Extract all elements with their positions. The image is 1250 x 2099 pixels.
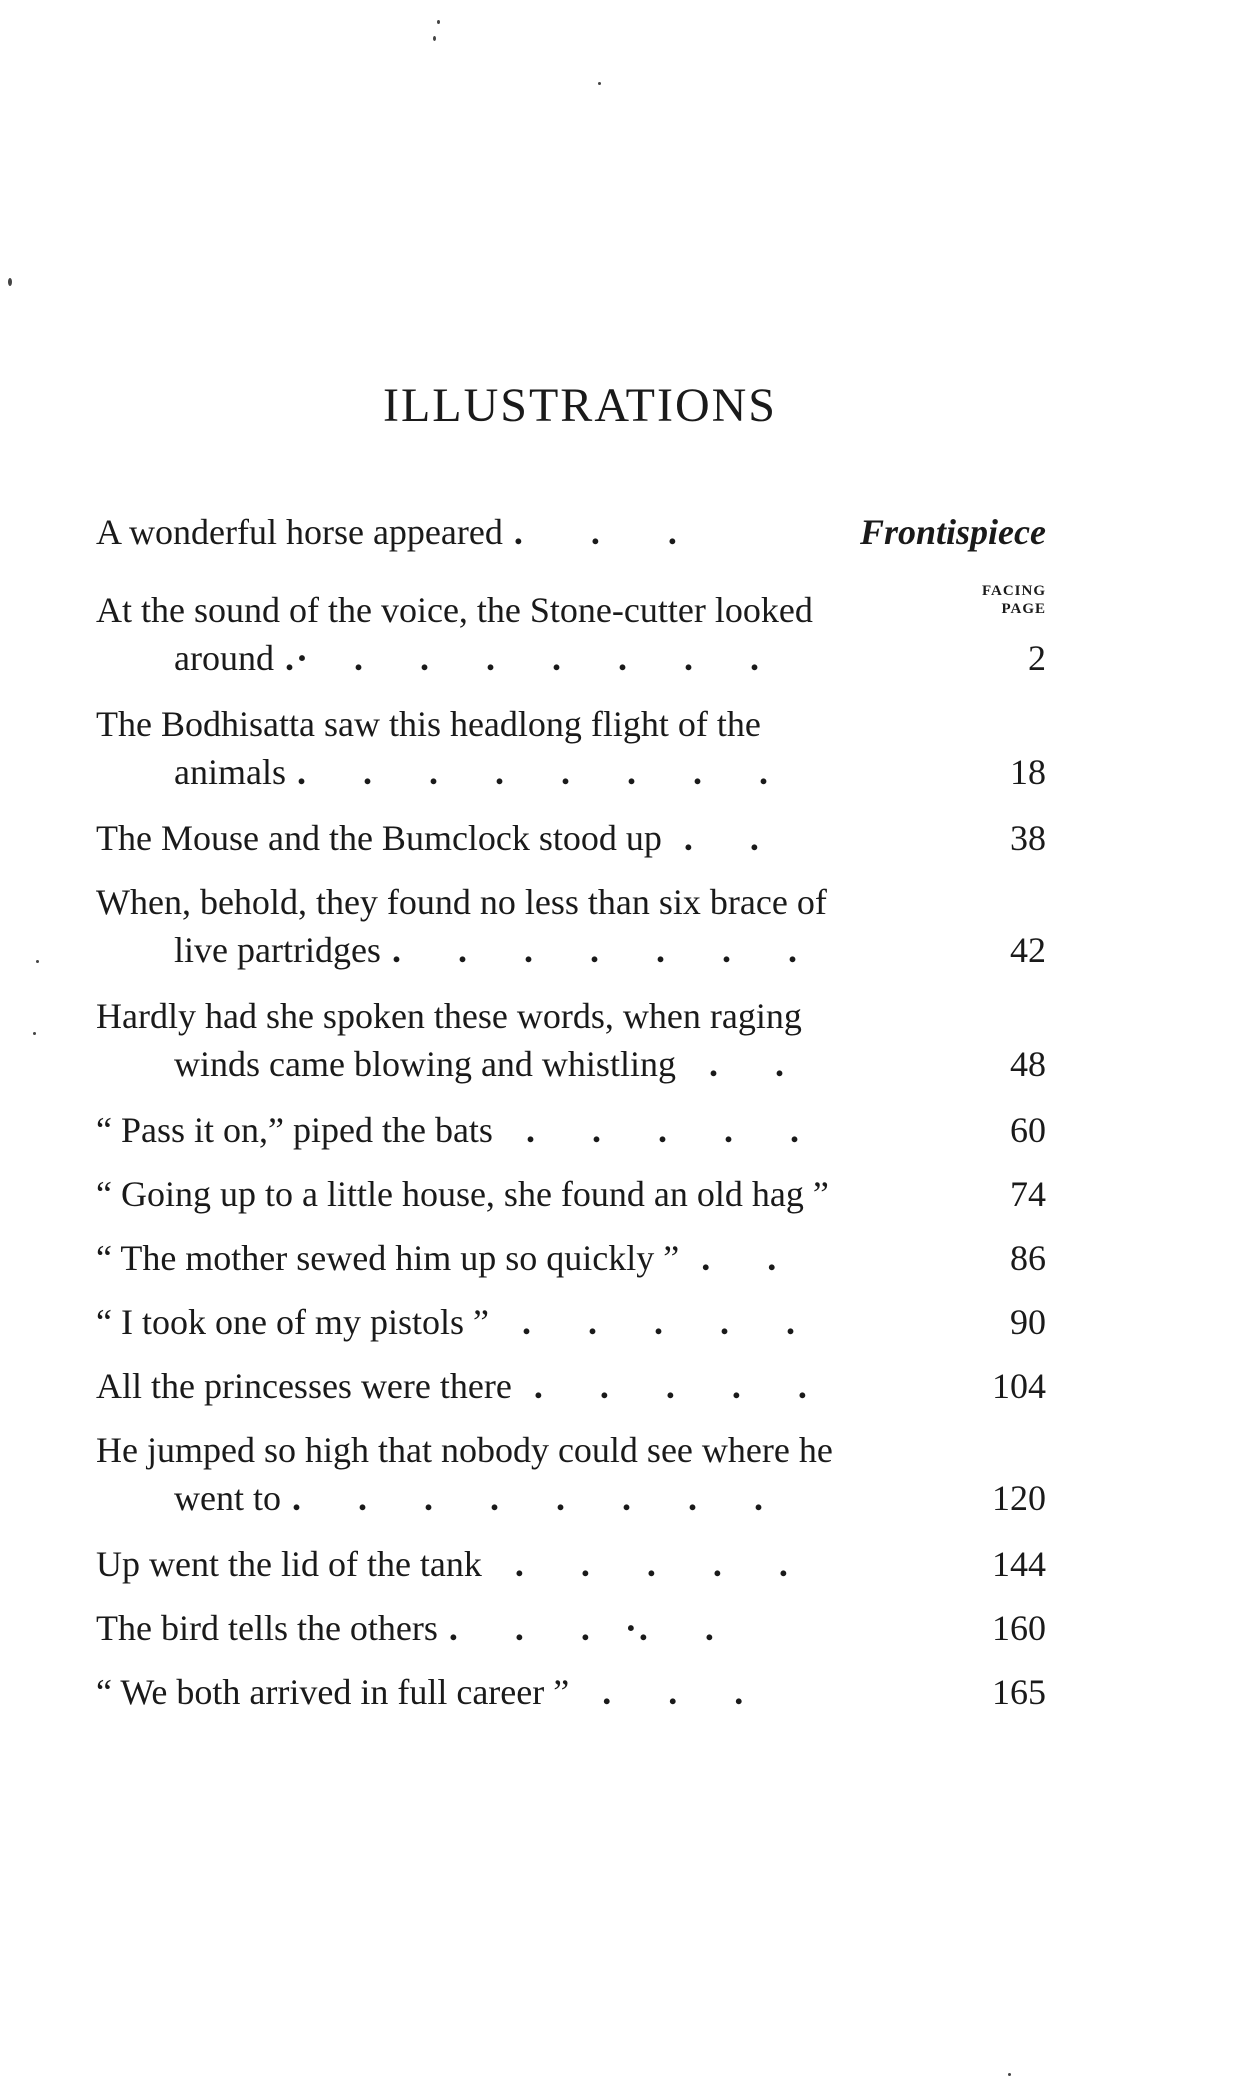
- page-title: ILLUSTRATIONS: [383, 379, 777, 432]
- caption-line-1: “ We both arrived in full career ”: [96, 1672, 570, 1712]
- illustrations-list: [96, 508, 1046, 1732]
- list-item-caption: [96, 992, 936, 1088]
- list-item: [96, 814, 1046, 862]
- list-item-caption: [96, 1540, 936, 1588]
- facing-label-line1: FACING: [981, 583, 1046, 599]
- caption-line-2-text: winds came blowing and whistling: [174, 1044, 676, 1084]
- list-item-frontispiece: [96, 508, 1046, 556]
- caption-line-1: “ The mother sewed him up so quickly ”: [96, 1238, 680, 1278]
- caption-line-1: At the sound of the voice, the Stone-cutter looked: [96, 590, 813, 630]
- list-item: [96, 1604, 1046, 1652]
- scan-speck: [598, 82, 601, 85]
- page-number: 165: [992, 1672, 1046, 1712]
- caption-line-1: The bird tells the others: [96, 1608, 438, 1648]
- caption-line-1: “ I took one of my pistols ”: [96, 1302, 489, 1342]
- dot-leader: . . . . . . . .: [285, 752, 770, 792]
- list-item-caption: [96, 1298, 936, 1346]
- list-item-caption: [96, 508, 860, 556]
- page-number: 74: [1010, 1174, 1046, 1214]
- scan-speck: [8, 278, 12, 286]
- caption-line-2-text: went to: [174, 1478, 281, 1518]
- scan-speck: [433, 36, 436, 41]
- list-item: [96, 1106, 1046, 1154]
- caption-line-1: When, behold, they found no less than six brace of: [96, 882, 827, 922]
- page-number: 2: [1028, 638, 1046, 678]
- caption-line-2: [96, 1474, 936, 1522]
- list-item-caption: [96, 1170, 936, 1218]
- dot-leader: .· . . . . . . .: [273, 638, 761, 678]
- list-item-caption: [96, 878, 936, 974]
- caption-line-2-text: live partridges: [174, 930, 381, 970]
- scan-speck: [437, 20, 440, 24]
- caption-line-1: The Bodhisatta saw this headlong flight of the: [96, 704, 761, 744]
- scan-speck: [33, 1032, 36, 1035]
- page-number: 38: [1010, 818, 1046, 858]
- list-item: [96, 992, 1046, 1088]
- dot-leader: . . . . . . . .: [280, 1478, 765, 1518]
- list-item-caption: [96, 1362, 936, 1410]
- caption-line-2: [96, 1040, 936, 1088]
- dot-leader: . .: [661, 818, 761, 858]
- caption-line-2-text: animals: [174, 752, 286, 792]
- page-number: 120: [992, 1478, 1046, 1518]
- caption-line-1: Up went the lid of the tank: [96, 1544, 482, 1584]
- list-item-caption: [96, 814, 936, 862]
- caption-line-1: The Mouse and the Bumclock stood up: [96, 818, 662, 858]
- page-number: Frontispiece: [860, 512, 1046, 552]
- dot-leader: . . .: [502, 512, 679, 552]
- page-number: 90: [1010, 1302, 1046, 1342]
- list-item: [96, 586, 1046, 682]
- list-item: [96, 1234, 1046, 1282]
- dot-leader: . .: [675, 1044, 786, 1084]
- list-item-caption: [96, 586, 936, 682]
- list-item: [96, 1298, 1046, 1346]
- page-number: 60: [1010, 1110, 1046, 1150]
- caption-line-1: “ Pass it on,” piped the bats: [96, 1110, 493, 1150]
- list-item: [96, 1362, 1046, 1410]
- caption-line-2: [96, 748, 936, 796]
- list-item: [96, 1170, 1046, 1218]
- caption-line-1: All the princesses were there: [96, 1366, 512, 1406]
- page-number: 18: [1010, 752, 1046, 792]
- list-item: [96, 1426, 1046, 1522]
- list-item-caption: [96, 1604, 936, 1652]
- page-number: 104: [992, 1366, 1046, 1406]
- list-item: [96, 1540, 1046, 1588]
- caption-line-2-text: around: [174, 638, 274, 678]
- scan-speck: [1008, 2073, 1011, 2076]
- list-item-caption: [96, 1234, 936, 1282]
- caption-line-2: [96, 634, 936, 682]
- caption-line-1: Hardly had she spoken these words, when raging: [96, 996, 802, 1036]
- dot-leader: . . . . . . .: [380, 930, 799, 970]
- caption-line-1: “ Going up to a little house, she found an old hag ”: [96, 1174, 829, 1214]
- list-item: [96, 700, 1046, 796]
- dot-leader: . .: [679, 1238, 779, 1278]
- facing-label-line2: PAGE: [1001, 601, 1046, 617]
- page-number: 42: [1010, 930, 1046, 970]
- list-item-caption: [96, 1426, 936, 1522]
- dot-leader: . . . . .: [481, 1544, 790, 1584]
- list-item: [96, 1668, 1046, 1716]
- page-number: 144: [992, 1544, 1046, 1584]
- dot-leader: . . . . .: [492, 1110, 801, 1150]
- caption-line-2: [96, 926, 936, 974]
- dot-leader: . . . . .: [511, 1366, 809, 1406]
- illustration-entries: [96, 586, 1046, 1716]
- scan-speck: [36, 960, 39, 963]
- page-number: 160: [992, 1608, 1046, 1648]
- dot-leader: . . .: [569, 1672, 746, 1712]
- dot-leader: . . . . .: [488, 1302, 797, 1342]
- caption-line-1: He jumped so high that nobody could see where he: [96, 1430, 833, 1470]
- list-item-caption: [96, 1668, 936, 1716]
- page-number: 48: [1010, 1044, 1046, 1084]
- page-number: 86: [1010, 1238, 1046, 1278]
- list-item-caption: [96, 1106, 936, 1154]
- caption-text: A wonderful horse appeared: [96, 512, 503, 552]
- list-item-caption: [96, 700, 936, 796]
- dot-leader: . . . ·. .: [437, 1608, 716, 1648]
- list-item: [96, 878, 1046, 974]
